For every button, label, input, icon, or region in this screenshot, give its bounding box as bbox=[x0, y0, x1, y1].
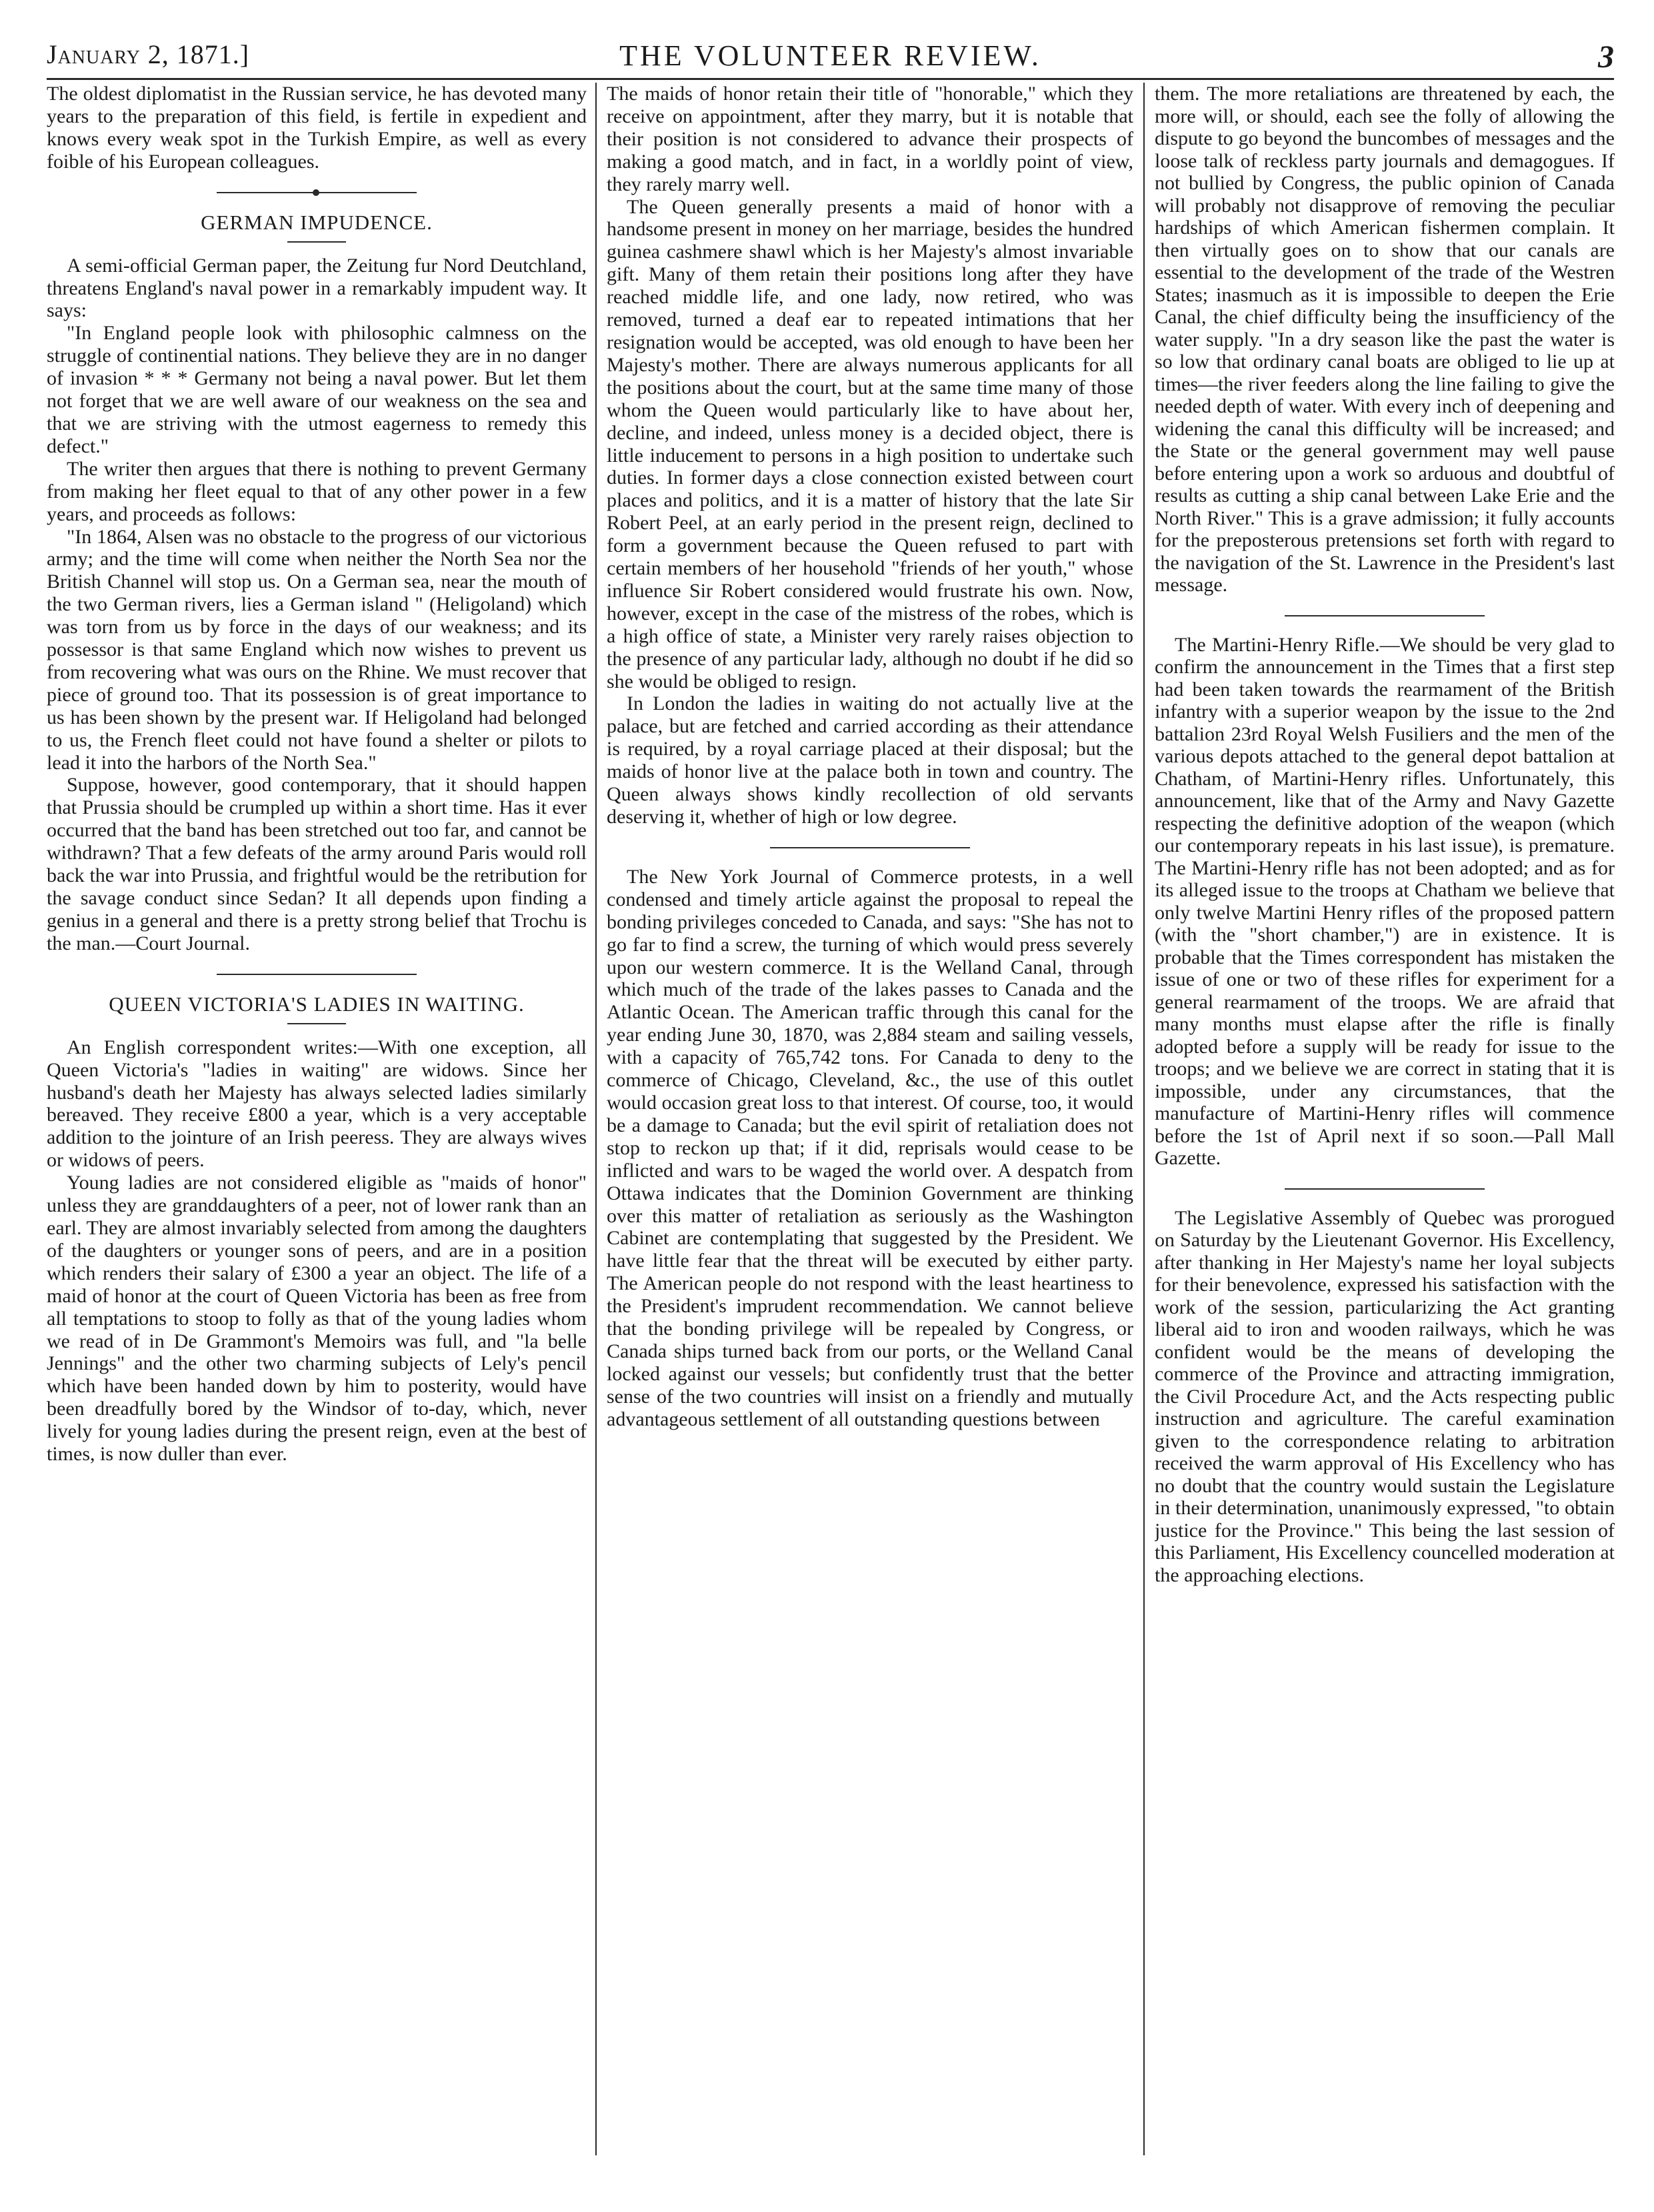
column-1 bbox=[47, 83, 587, 2155]
header-rule bbox=[47, 78, 1614, 80]
quoted-paragraph: "In 1864, Alsen was no obstacle to the progress of our victorious army; and the time will come when neither the North Sea nor the British Channel will stop us. On a German sea, near the mouth of the two German rivers, lies a German island " (Heligoland) which was torn from us by force in the days of our weakness; and its possessor is that same England which now wishes to prevent us from recovering what was ours on the Rhine. We must recover that piece of ground too. That its possession is of great importance to us has been shown by the present war. If Heligoland had belonged to us, the French fleet could not have found a shelter or pilots to lead it into the harbors of the North Sea." bbox=[47, 525, 587, 774]
article-paragraph: In London the ladies in waiting do not actually live at the palace, but are fetched and carried according as their attendance is required, by a royal carriage placed at their disposal; but the maids of honor live at the palace both in town and country. The Queen always shows kindly recollection of old servants deserving it, whether of high or low degree. bbox=[607, 692, 1133, 828]
article-paragraph: The oldest diplomatist in the Russian service, he has devoted many years to the preparation of this field, is fertile in expedient and knows every weak spot in the Turkish Empire, as well as every foible of his European colleagues. bbox=[47, 83, 587, 173]
article-paragraph: The Martini-Henry Rifle.—We should be very glad to confirm the announcement in the Times that a first step had been taken towards the rearmament of the British infantry with a superior weapon by the issue to the 2nd battalion 23rd Royal Welsh Fusiliers and the men of the various depots attached to the general depot battalion at Chatham, of Martini-Henry rifles. Unfortunately, this announcement, like that of the Army and Navy Gazette respecting the definitive adoption of the weapon (which our contemporary repeats in his last issue), is premature. The Martini-Henry rifle has not been adopted; and as for its alleged issue to the troops at Chatham we believe that only twelve Martini Henry rifles of the proposed pattern (with the "short chamber,") are in existence. It is probable that the Times correspondent has mistaken the issue of one or two of these rifles for experiment for a general rearmament of the troops. We are afraid that many months must elapse after the rifle is finally adopted before a supply will be ready for issue to the troops; and we believe we are correct in stating that it is impossible, under any circumstances, that the manufacture of Martini-Henry rifles will commence before the 1st of April next if so soon.—Pall Mall Gazette. bbox=[1155, 633, 1615, 1169]
article-paragraph: Young ladies are not considered eligible as "maids of honor" unless they are granddaughters of a peer, not of lower rank than an earl. They are almost invariably selected from among the daughters of the daughters or younger sons of peers, and are in a position which renders their salary of £300 a year an object. The life of a maid of honor at the court of Queen Victoria has been as free from all temptations to stoop to folly as that of the young ladies whom we read of in De Grammont's Memoirs was full, and "la belle Jennings" and the other two charming subjects of Lely's pencil which have been handed down by him to posterity, would have been dreadfully bored by the Windsor of to-day, which, never lively for young ladies during the present reign, even at the best of times, is now duller than ever. bbox=[47, 1172, 587, 1466]
section-divider bbox=[217, 974, 417, 975]
article-paragraph: The maids of honor retain their title of "honorable," which they receive on appointment, after they marry, but it is notable that their position is not considered to advance their prospects of making a good match, and in fact, in a worldly point of view, they rarely marry well. bbox=[607, 83, 1133, 195]
quoted-paragraph: "In England people look with philosophic calmness on the struggle of continential nations. They believe they are in no danger of invasion * * * Germany not being a naval power. But let them not forget that we are well aware of our weakness on the sea and that we are striving with the utmost eagerness to remedy this defect." bbox=[47, 322, 587, 457]
column-3 bbox=[1155, 83, 1615, 2155]
issue-date: January 2, 1871.] bbox=[47, 39, 250, 69]
article-paragraph: An English correspondent writes:—With one exception, all Queen Victoria's "ladies in waiting" are widows. Since her husband's death her Majesty has always selected ladies similarly bereaved. They receive £800 a year, which is a very acceptable addition to the jointure of an Irish peeress. They are always wives or widows of peers. bbox=[47, 1036, 587, 1172]
article-paragraph: The Legislative Assembly of Quebec was prorogued on Saturday by the Lieutenant Governor. His Excellency, after thanking in Her Majesty's name her loyal subjects for their benevolence, expressed his satisfaction with the work of the session, particularizing the Act granting liberal aid to iron and wooden railways, which he was confident would be the means of developing the commerce of the Province and attracting immigration, the Civil Procedure Act, and the Acts respecting public instruction and agriculture. The careful examination given to the correspondence relating to arbitration received the warm approval of His Excellency who has no doubt that the country would sustain the Legislature in their determination, unanimously expressed, "to obtain justice for the Province." This being the last session of this Parliament, His Excellency councelled moderation at the approaching elections. bbox=[1155, 1206, 1615, 1586]
heading-rule bbox=[287, 241, 346, 243]
heading-rule bbox=[287, 1023, 346, 1024]
article-paragraph: A semi-official German paper, the Zeitung fur Nord Deutchland, threatens England's naval power in a remarkably impudent way. It says: bbox=[47, 254, 587, 322]
article-heading-german-impudence: GERMAN IMPUDENCE. bbox=[201, 210, 433, 234]
section-divider bbox=[770, 847, 970, 848]
article-paragraph: them. The more retaliations are threatened by each, the more will, or should, each see the folly of allowing the dispute to go beyond the buncombes of messages and the loose talk of reckless party journals and demagogues. If not bullied by Congress, the public opinion of Canada will probably not disapprove of removing the peculiar hardships of which American fishermen complain. It then virtually goes on to show that our canals are essential to the development of the trade of the Westren States; inasmuch as it is impossible to deepen the Erie Canal, the chief difficulty being the insufficiency of the water supply. "In a dry season like the past the water is so low that ordinary canal boats are obliged to lie up at times—the river feeders along the line failing to give the needed depth of water. With every inch of deepening and widening the canal this difficulty will be increased; and the State or the general government may well pause before entering upon a work so arduous and doubtful of results as cutting a ship canal between Lake Erie and the North River." This is a grave admission; it fully accounts for the preposterous pretensions set forth with regard to the navigation of the St. Lawrence in the President's last message. bbox=[1155, 83, 1615, 596]
article-heading-ladies-in-waiting: QUEEN VICTORIA'S LADIES IN WAITING. bbox=[109, 992, 525, 1016]
publication-title: THE VOLUNTEER REVIEW. bbox=[619, 39, 1041, 72]
page-number: 3 bbox=[1598, 39, 1614, 75]
article-paragraph: The Queen generally presents a maid of honor with a handsome present in money on her marriage, besides the hundred guinea cashmere shawl which is her Majesty's almost invariable gift. Many of them retain their positions long after they have reached middle life, and one lady, now retired, who was removed, turned a deaf ear to repeated intimations that her resignation would be accepted, was old enough to have been her Majesty's mother. There are always numerous applicants for all the positions about the court, but at the same time many of those whom the Queen would particularly like to have about her, decline, and indeed, unless money is a decided object, there is little inducement to persons in a high position to undertake such duties. In former days a close connection existed between court places and politics, and it is a matter of history that the late Sir Robert Peel, at an early period in the present reign, declined to form a government because the Queen refused to part with certain members of her household "friends of her youth," whose influence Sir Robert considered would frustrate his own. Now, however, except in the case of the mistress of the robes, which is a high office of state, a Minister very rarely raises objection to the presence of any particular lady, although no doubt if he did so she would be obliged to resign. bbox=[607, 195, 1133, 692]
article-paragraph: The writer then argues that there is nothing to prevent Germany from making her fleet equal to that of any other power in a few years, and proceeds as follows: bbox=[47, 457, 587, 525]
column-2 bbox=[607, 83, 1133, 2155]
section-divider bbox=[1285, 1188, 1485, 1190]
section-divider bbox=[1285, 615, 1485, 616]
column-divider bbox=[1143, 83, 1145, 2155]
article-paragraph: Suppose, however, good contemporary, that it should happen that Prussia should be crumpled up within a short time. Has it ever occurred that the band has been stretched out too far, and cannot be withdrawn? That a few defeats of the army around Paris would roll back the war into Prussia, and frightful would be the retribution for the savage conduct since Sedan? It all depends upon finding a genius in a general and there is a pretty strong belief that Trochu is the man.—Court Journal. bbox=[47, 774, 587, 954]
article-paragraph: The New York Journal of Commerce protests, in a well condensed and timely article against the proposal to repeal the bonding privileges conceded to Canada, and says: "She has not to go far to find a screw, the turning of which would press severely upon our western commerce. It is the Welland Canal, through which much of the trade of the lakes passes to Canada and the Atlantic Ocean. The American traffic through this canal for the year ending June 30, 1870, was 2,884 steam and sailing vessels, with a capacity of 765,742 tons. For Canada to deny to the commerce of Chicago, Cleveland, &c., the use of this outlet would occasion great loss to that interest. Of course, too, it would be a damage to Canada; but the evil spirit of retaliation does not stop to reckon up that; if it did, reprisals would cease to be inflicted and wars to be waged the world over. A despatch from Ottawa indicates that the Dominion Government are thinking over this matter of retaliation as seriously as the Washington Cabinet are contemplating that suggested by the President. We have little fear that the threat will be executed by either party. The American people do not respond with the least heartiness to the President's imprudent recommendation. We cannot believe that the bonding privilege will be repealed by Congress, or Canada ships turned back from our ports, or the Welland Canal locked against our vessels; but confidently trust that the better sense of the two countries will insist on a friendly and mutually advantageous settlement of all outstanding questions between bbox=[607, 865, 1133, 1430]
section-divider bbox=[217, 192, 417, 193]
column-divider bbox=[595, 83, 597, 2155]
